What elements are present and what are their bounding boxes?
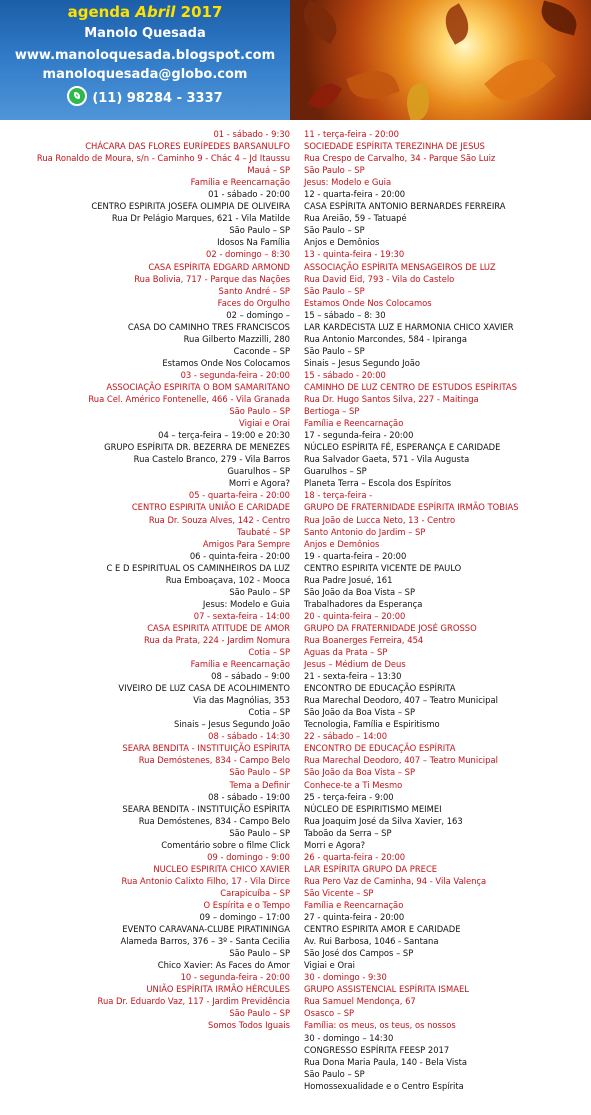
event-venue: CENTRO ESPIRITA JOSEFA OLIMPIA DE OLIVEIRA: [91, 201, 290, 212]
events-column-right: [304, 128, 519, 1092]
event-topic: Família e Reencarnação: [304, 418, 404, 429]
event-entry: [304, 309, 519, 369]
event-address: Av. Rui Barbosa, 1046 - Santana: [304, 936, 439, 947]
whatsapp-icon: [67, 86, 87, 106]
event-entry: [37, 791, 290, 851]
event-date: 20 - quinta-feira – 20:00: [304, 610, 406, 621]
event-date: 11 - terça-feira - 20:00: [304, 129, 399, 139]
event-venue: CENTRO ESPIRITA VICENTE DE PAULO: [304, 562, 462, 573]
event-venue: CONGRESSO ESPÍRITA FEESP 2017: [304, 1044, 450, 1055]
blog-link[interactable]: www.manoloquesada.blogspot.com: [14, 48, 276, 63]
event-city: Cotia – SP: [248, 707, 290, 718]
event-entry: [304, 188, 519, 248]
event-topic: Família e Reencarnação: [190, 659, 290, 670]
event-entry: [304, 971, 519, 1031]
event-venue: GRUPO DA FRATERNIDADE JOSÉ GROSSO: [304, 622, 477, 633]
event-venue: CHÁCARA DAS FLORES EURÍPEDES BARSANULFO: [85, 141, 290, 152]
event-city: Taboão da Serra – SP: [304, 827, 392, 838]
event-topic: Idosos Na Família: [217, 237, 290, 248]
event-venue: CASA ESPIRITA ATITUDE DE AMOR: [147, 622, 290, 633]
event-address: Rua Padre Josué, 161: [304, 574, 393, 585]
event-topic: Amigos Para Sempre: [202, 538, 290, 549]
event-address: Rua Dr Pelágio Marques, 621 - Vila Matilde: [111, 213, 290, 224]
event-date: 01 - sábado - 20:00: [208, 189, 290, 200]
event-entry: [304, 128, 519, 188]
event-city: São Paulo – SP: [304, 225, 365, 236]
event-address: Rua Crespo de Carvalho, 34 - Parque São Luiz: [304, 153, 496, 164]
event-address: Via das Magnólias, 353: [193, 695, 290, 706]
event-venue: C E D ESPIRITUAL OS CAMINHEIROS DA LUZ: [106, 562, 290, 573]
event-date: 15 – sábado – 8: 30: [304, 309, 386, 320]
event-topic: Família: os meus, os teus, os nossos: [304, 1020, 456, 1031]
event-date: 13 - quinta-feira - 19:30: [304, 249, 405, 260]
event-venue: NUCLEO ESPIRITA CHICO XAVIER: [153, 863, 290, 874]
event-topic: Jesus: Modelo e Guia: [304, 177, 392, 188]
event-city: São Paulo – SP: [304, 165, 365, 176]
event-entry: [37, 128, 290, 188]
events-column-left: [37, 128, 290, 1032]
event-entry: [304, 369, 519, 429]
event-address: Rua Demóstenes, 834 - Campo Belo: [138, 815, 290, 826]
event-date: 25 - terça-feira - 9:00: [304, 791, 394, 802]
event-city: São João da Boa Vista – SP: [304, 707, 416, 718]
event-address: Rua Castelo Branco, 279 - Vila Barros: [133, 454, 290, 465]
event-entry: [37, 911, 290, 971]
event-topic: Anjos e Demônios: [304, 538, 380, 549]
agenda-title: [0, 3, 290, 21]
event-address: Rua Emboaçava, 102 - Mooca: [165, 574, 290, 585]
event-entry: [304, 610, 519, 670]
event-date: 17 - segunda-feira - 20:00: [304, 430, 414, 441]
event-city: Taubaté – SP: [237, 526, 290, 537]
event-date: 05 - quarta-feira - 20:00: [188, 490, 290, 501]
event-city: Mauá – SP: [247, 165, 290, 176]
event-date: 04 – terça-feira – 19:00 e 20:30: [158, 430, 290, 441]
event-venue: ENCONTRO DE EDUCAÇÃO ESPÍRITA: [304, 743, 456, 754]
event-topic: Morri e Agora?: [304, 839, 366, 850]
phone-number: (11) 98284 - 3337: [92, 91, 223, 106]
email-link[interactable]: manoloquesada@globo.com: [42, 67, 248, 82]
header-info-panel: [0, 0, 290, 120]
event-city: Osasco – SP: [304, 1008, 355, 1019]
header-banner: [0, 0, 591, 120]
event-address: Rua Demóstenes, 834 - Campo Belo: [138, 755, 290, 766]
event-entry: [304, 1032, 519, 1092]
event-topic: O Espírita e o Tempo: [203, 900, 290, 910]
event-venue: VIVEIRO DE LUZ CASA DE ACOLHIMENTO: [118, 683, 290, 694]
event-entry: [37, 730, 290, 790]
event-entry: [304, 851, 519, 911]
event-entry: [304, 791, 519, 851]
event-address: Rua Gilberto Mazzilli, 280: [183, 333, 290, 344]
event-address: Rua Pero Vaz de Caminha, 94 - Vila Valença: [304, 875, 487, 886]
event-entry: [37, 248, 290, 308]
event-city: São Paulo – SP: [229, 948, 290, 959]
event-venue: GRUPO DE FRATERNIDADE ESPÍRITA IRMÃO TOBIAS: [304, 502, 519, 513]
event-date: 21 - sexta-feira – 13:30: [304, 671, 402, 682]
event-entry: [37, 971, 290, 1031]
event-topic: Planeta Terra – Escola dos Espíritos: [304, 478, 452, 489]
event-entry: [37, 670, 290, 730]
event-topic: Morri e Agora?: [228, 478, 290, 489]
author-name: Manolo Quesada: [84, 26, 206, 41]
event-topic: Jesus – Médium de Deus: [304, 659, 406, 670]
event-address: Rua João de Lucca Neto, 13 - Centro: [304, 514, 456, 525]
event-city: São Paulo – SP: [229, 586, 290, 597]
event-address: Rua Bolivia, 717 - Parque das Nações: [134, 273, 290, 284]
event-venue: ASSOCIAÇÃO ESPIRITA O BOM SAMARITANO: [106, 381, 290, 392]
event-city: Guarulhos – SP: [227, 466, 290, 477]
event-entry: [37, 429, 290, 489]
event-address: Rua Dona Maria Paula, 140 - Bela Vista: [304, 1056, 468, 1067]
event-address: Rua Joaquim José da Silva Xavier, 163: [304, 815, 463, 826]
event-city: São João da Boa Vista – SP: [304, 586, 416, 597]
event-topic: Família e Reencarnação: [190, 177, 290, 188]
event-entry: [37, 489, 290, 549]
event-venue: LAR ESPÍRITA GRUPO DA PRECE: [304, 863, 438, 874]
event-city: São Paulo – SP: [229, 1008, 290, 1019]
event-address: Rua Dr. Eduardo Vaz, 117 - Jardim Previdência: [97, 996, 290, 1007]
event-city: São Vicente – SP: [304, 887, 374, 898]
event-city: São Paulo – SP: [229, 406, 290, 417]
event-date: 30 - domingo – 14:30: [304, 1032, 394, 1043]
event-venue: GRUPO ESPÍRITA DR. BEZERRA DE MENEZES: [104, 442, 290, 453]
event-venue: GRUPO ASSISTENCIAL ESPÍRITA ISMAEL: [304, 984, 469, 995]
event-venue: NÚCLEO ESPÍRITA FÉ, ESPERANÇA E CARIDADE: [304, 442, 501, 453]
event-date: 09 - domingo - 9:00: [207, 851, 290, 862]
event-topic: Família e Reencarnação: [304, 900, 404, 910]
event-city: São Paulo – SP: [229, 225, 290, 236]
event-date: 18 - terça-feira -: [304, 490, 373, 501]
agenda-prefix: agenda: [67, 3, 131, 21]
event-date: 08 – sábado – 9:00: [211, 671, 290, 682]
event-city: São Paulo – SP: [229, 827, 290, 838]
event-date: 15 - sábado - 20:00: [304, 369, 386, 380]
event-venue: CASA DO CAMINHO TRES FRANCISCOS: [127, 321, 290, 332]
event-venue: UNIÃO ESPÍRITA IRMÃO HÉRCULES: [146, 984, 290, 995]
event-entry: [37, 610, 290, 670]
event-topic: Tecnologia, Família e Espiritismo: [304, 719, 440, 730]
event-entry: [37, 851, 290, 911]
event-venue: SEARA BENDITA - INSTITUIÇÃO ESPÍRITA: [122, 743, 290, 754]
event-venue: SEARA BENDITA - INSTITUIÇÃO ESPÍRITA: [122, 803, 290, 814]
event-city: Bertioga – SP: [304, 406, 360, 417]
event-topic: Vigiai e Orai: [304, 960, 355, 971]
event-venue: ENCONTRO DE EDUCAÇÃO ESPÍRITA: [304, 683, 456, 694]
agenda-month: Abril: [135, 3, 176, 21]
event-topic: Somos Todos Iguais: [208, 1020, 290, 1031]
event-entry: [304, 670, 519, 730]
event-venue: CASA ESPÍRITA EDGARD ARMOND: [148, 261, 290, 272]
event-venue: CENTRO ESPIRITA UNIÃO E CARIDADE: [131, 502, 290, 513]
event-date: 01 - sábado - 9:30: [213, 129, 290, 139]
event-date: 26 - quarta-feira - 20:00: [304, 851, 406, 862]
event-address: Rua Ronaldo de Moura, s/n - Caminho 9 - Chác 4 – Jd Itaussu: [36, 153, 290, 164]
event-topic: Vigiai e Orai: [239, 418, 290, 429]
event-date: 06 - quinta-feira - 20:00: [189, 550, 290, 561]
event-address: Rua Salvador Gaeta, 571 - Vila Augusta: [304, 454, 470, 465]
event-topic: Tema a Definir: [229, 779, 290, 790]
event-date: 08 - sábado - 19:00: [208, 791, 290, 802]
phone-line: [0, 86, 290, 106]
event-address: Rua Antonio Marcondes, 584 - Ipiranga: [304, 333, 467, 344]
event-entry: [304, 248, 519, 308]
event-city: Guarulhos – SP: [304, 466, 367, 477]
event-address: Rua Boanerges Ferreira, 454: [304, 634, 424, 645]
event-entry: [37, 550, 290, 610]
event-topic: Trabalhadores da Esperança: [304, 598, 423, 609]
event-date: 10 - segunda-feira - 20:00: [180, 972, 290, 983]
event-city: São Paulo – SP: [304, 345, 365, 356]
event-entry: [37, 188, 290, 248]
event-venue: EVENTO CARAVANA-CLUBE PIRATININGA: [122, 924, 290, 935]
event-city: Aguas da Prata – SP: [304, 647, 388, 658]
event-address: Rua Samuel Mendonça, 67: [304, 996, 416, 1007]
event-venue: SOCIEDADE ESPÍRITA TEREZINHA DE JESUS: [304, 141, 485, 152]
event-date: 02 – domingo –: [226, 309, 290, 320]
event-venue: CASA ESPÍRITA ANTONIO BERNARDES FERREIRA: [304, 201, 506, 212]
event-date: 09 – domingo – 17:00: [199, 912, 290, 923]
event-city: São José dos Campos – SP: [304, 948, 414, 959]
event-address: Rua Dr. Souza Alves, 142 - Centro: [148, 514, 290, 525]
event-date: 08 - sábado - 14:30: [208, 731, 290, 742]
event-city: São Paulo – SP: [304, 1068, 365, 1079]
event-venue: CENTRO ESPIRITA AMOR E CARIDADE: [304, 924, 461, 935]
event-entry: [304, 550, 519, 610]
event-topic: Comentário sobre o filme Click: [161, 839, 290, 850]
event-entry: [304, 730, 519, 790]
event-address: Rua Dr. Hugo Santos Silva, 227 - Maitinga: [304, 394, 479, 405]
event-topic: Sinais – Jesus Segundo João: [304, 357, 420, 368]
event-city: Cotia – SP: [248, 647, 290, 658]
agenda-year: 2017: [180, 3, 223, 21]
event-date: 22 - sábado – 14:00: [304, 731, 388, 742]
event-topic: Anjos e Demônios: [304, 237, 380, 248]
event-topic: Homossexualidade e o Centro Espírita: [304, 1080, 464, 1091]
event-city: Caconde – SP: [233, 345, 290, 356]
event-address: Rua Marechal Deodoro, 407 – Teatro Municipal: [304, 755, 498, 766]
event-venue: NÚCLEO DE ESPIRITISMO MEIMEI: [304, 803, 442, 814]
event-entry: [37, 369, 290, 429]
event-city: São Paulo – SP: [304, 285, 365, 296]
event-venue: CAMINHO DE LUZ CENTRO DE ESTUDOS ESPÍRITAS: [304, 381, 517, 392]
event-entry: [304, 429, 519, 489]
event-date: 30 - domingo - 9:30: [304, 972, 387, 983]
event-topic: Conhece-te a Ti Mesmo: [304, 779, 403, 790]
event-address: Rua Antonio Calixto Filho, 17 - Vila Dirce: [121, 875, 290, 886]
event-topic: Estamos Onde Nos Colocamos: [304, 297, 432, 308]
event-date: 03 - segunda-feira - 20:00: [180, 369, 290, 380]
event-date: 02 - domingo – 8:30: [206, 249, 290, 260]
event-city: Santo Antonio do Jardim – SP: [304, 526, 426, 537]
event-date: 19 - quarta-feira – 20:00: [304, 550, 407, 561]
event-city: São João da Boa Vista – SP: [304, 767, 416, 778]
event-address: Rua Cel. Américo Fontenelle, 466 - Vila Granada: [88, 394, 290, 405]
event-topic: Sinais – Jesus Segundo João: [174, 719, 290, 730]
event-entry: [304, 911, 519, 971]
event-entry: [37, 309, 290, 369]
event-date: 27 - quinta-feira - 20:00: [304, 912, 405, 923]
autumn-leaves-image: [290, 0, 591, 120]
event-address: Rua Marechal Deodoro, 407 – Teatro Municipal: [304, 695, 498, 706]
event-date: 07 - sexta-feira - 14:00: [193, 610, 290, 621]
event-address: Rua David Eid, 793 - Vila do Castelo: [304, 273, 455, 284]
event-topic: Jesus: Modelo e Guia: [202, 598, 290, 609]
event-date: 12 - quarta-feira - 20:00: [304, 189, 406, 200]
event-topic: Estamos Onde Nos Colocamos: [162, 357, 290, 368]
event-city: Carapicuíba – SP: [220, 887, 290, 898]
event-topic: Chico Xavier: As Faces do Amor: [157, 960, 290, 971]
event-address: Rua Areião, 59 - Tatuapé: [304, 213, 407, 224]
event-address: Alameda Barros, 376 – 3º - Santa Cecilia: [120, 936, 290, 947]
event-city: Santo André – SP: [218, 285, 290, 296]
event-topic: Faces do Orgulho: [217, 297, 290, 308]
event-address: Rua da Prata, 224 - Jardim Nomura: [144, 634, 290, 645]
event-venue: LAR KARDECISTA LUZ E HARMONIA CHICO XAVIER: [304, 321, 514, 332]
event-venue: ASSOCIAÇÃO ESPÍRITA MENSAGEIROS DE LUZ: [304, 261, 496, 272]
event-city: São Paulo – SP: [229, 767, 290, 778]
event-entry: [304, 489, 519, 549]
